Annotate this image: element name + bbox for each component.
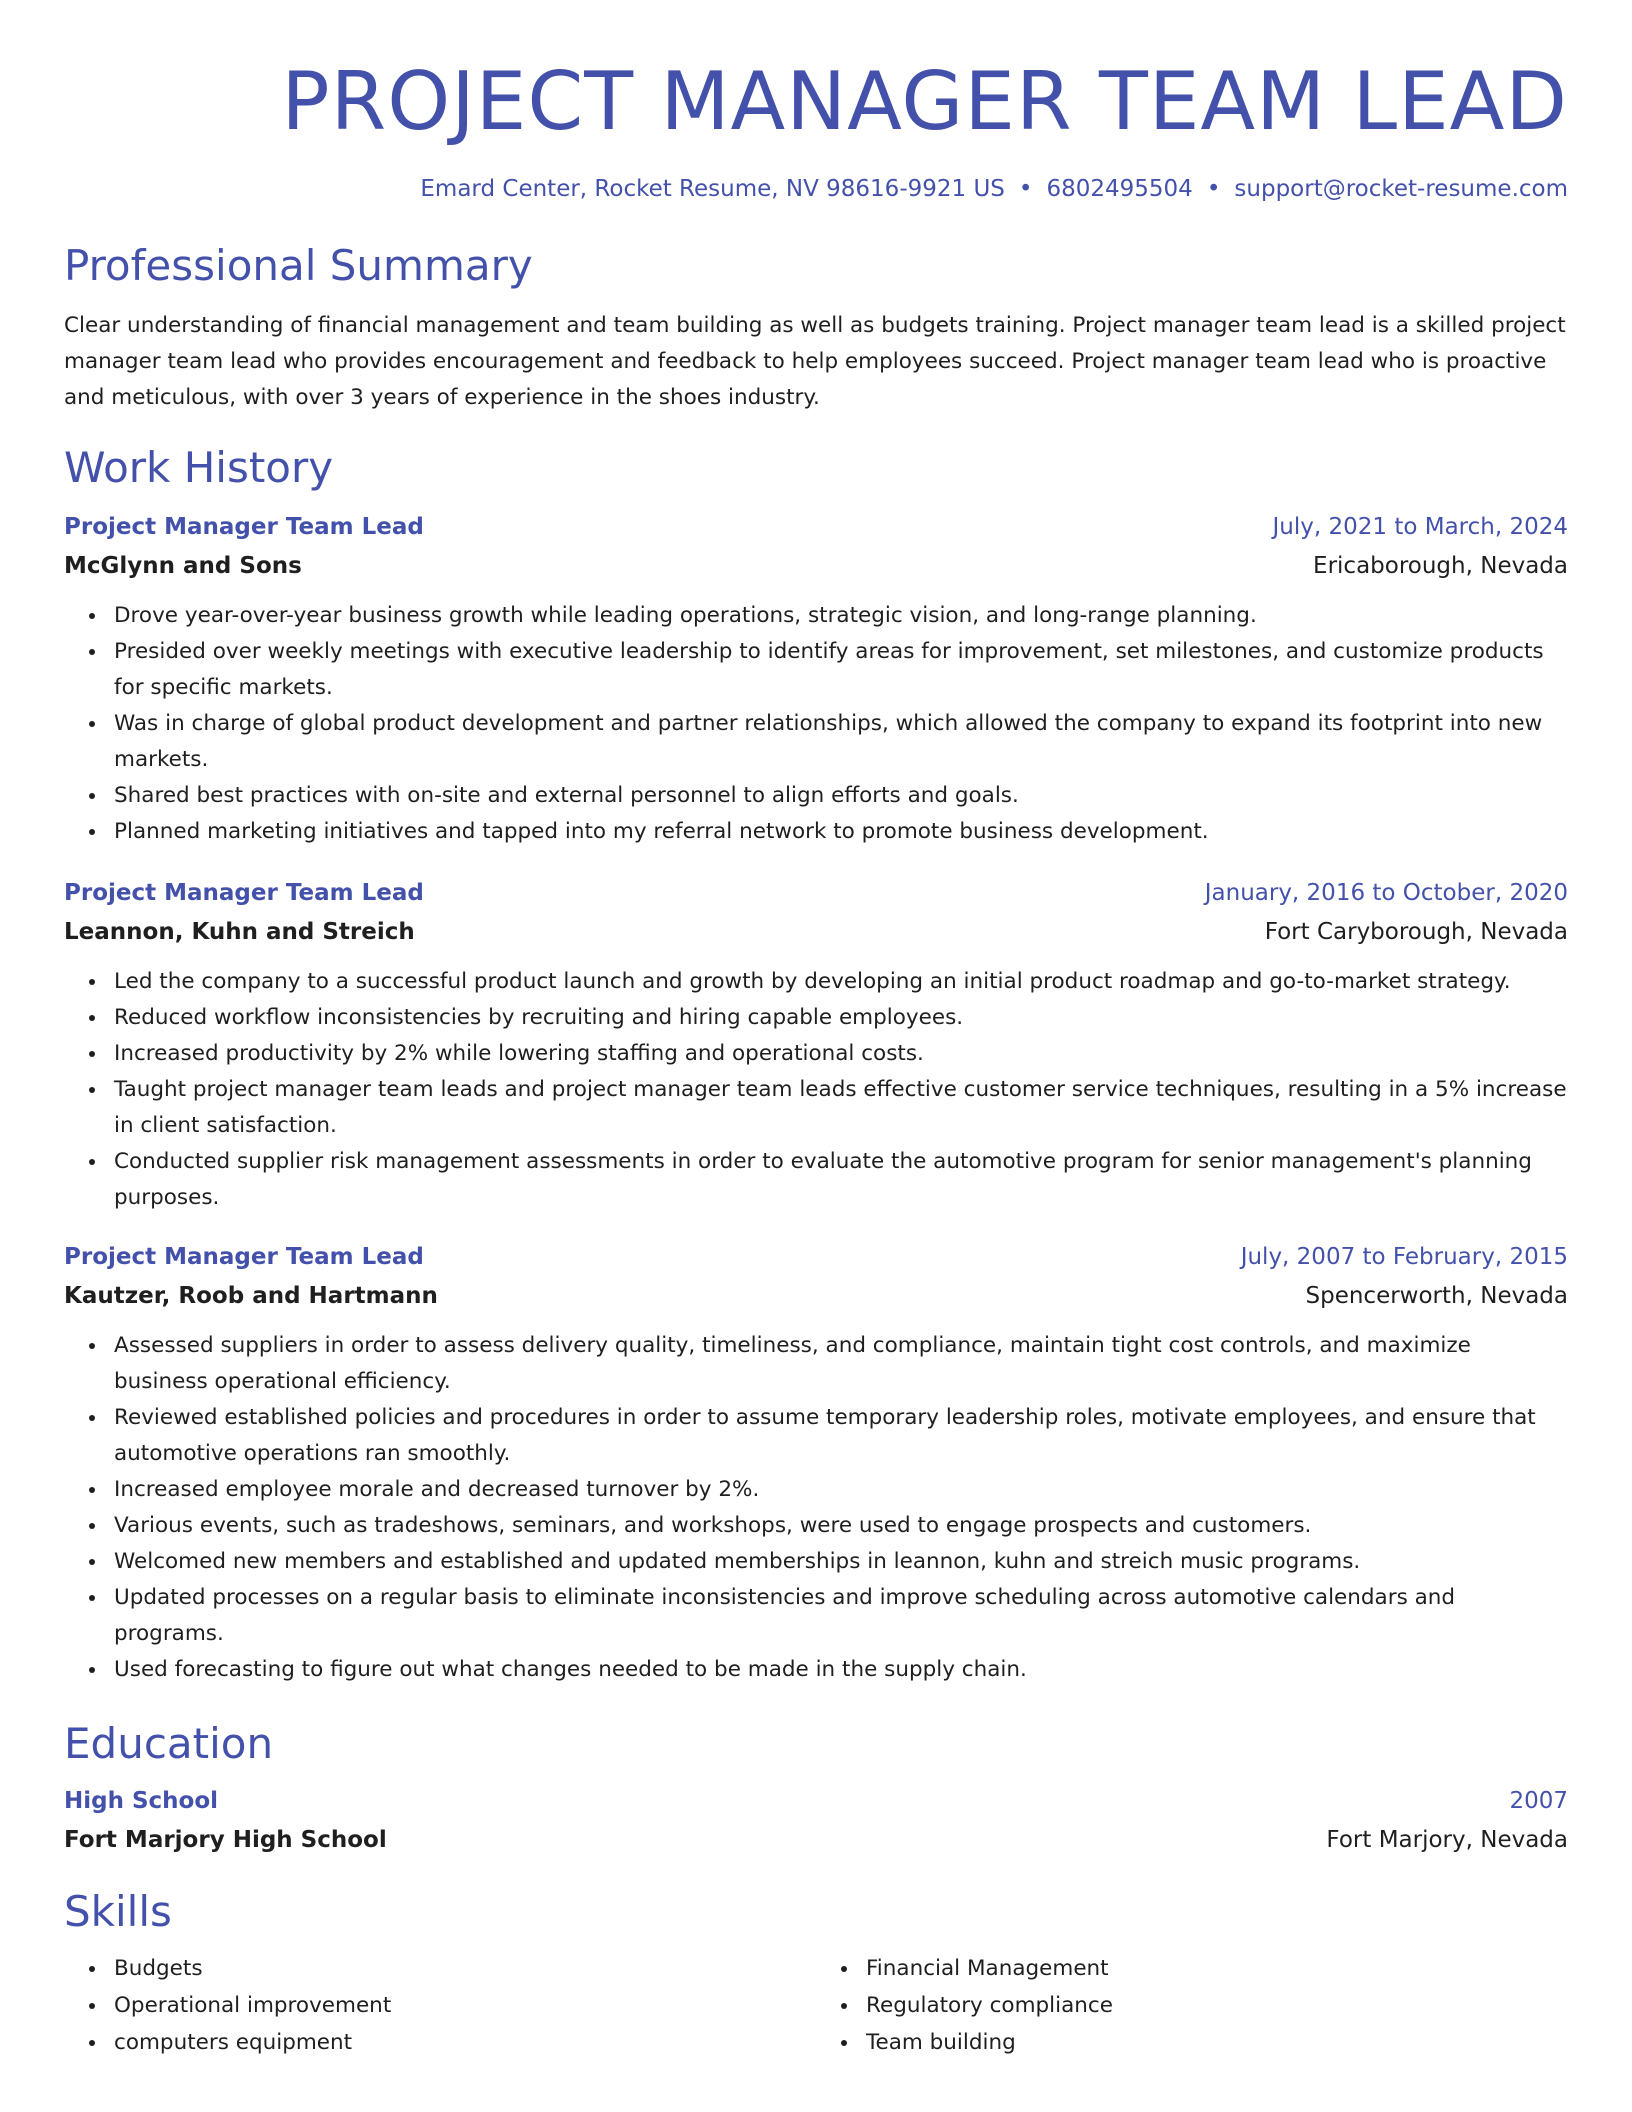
job-dates: July, 2021 to March, 2024 (1272, 514, 1568, 540)
job-company: McGlynn and Sons (64, 553, 302, 579)
job-location: Spencerworth, Nevada (1305, 1283, 1568, 1309)
list-item: • Drove year-over-year business growth while leading operations, strategic vision, and long-range planning. (108, 598, 1568, 634)
job-entry (64, 1238, 1568, 1688)
list-item: • Increased productivity by 2% while lowering staffing and operational costs. (108, 1036, 1568, 1072)
contact-address: Emard Center, Rocket Resume, NV 98616-9921 US (420, 176, 1005, 202)
job-title-row (64, 874, 1568, 912)
education-year: 2007 (1509, 1788, 1568, 1814)
list-item: • Team building (860, 2024, 1568, 2061)
job-location: Ericaborough, Nevada (1313, 553, 1568, 579)
job-entry (64, 874, 1568, 1216)
list-item: • Planned marketing initiatives and tapped into my referral network to promote business development. (108, 814, 1568, 850)
job-entry (64, 508, 1568, 850)
list-item: • Increased employee morale and decreased turnover by 2%. (108, 1472, 1568, 1508)
skills-column-right (816, 1950, 1568, 2061)
list-item: • Was in charge of global product development and partner relationships, which allowed the company to expand its footprint into new markets. (108, 706, 1568, 778)
list-item: • Various events, such as tradeshows, seminars, and workshops, were used to engage prospects and customers. (108, 1508, 1568, 1544)
education-degree: High School (64, 1788, 219, 1814)
job-title: Project Manager Team Lead (64, 514, 424, 540)
job-company-row (64, 1276, 1568, 1316)
job-bullets (64, 598, 1568, 850)
contact-separator: • (1018, 176, 1033, 202)
list-item: • computers equipment (108, 2024, 816, 2061)
education-degree-row (64, 1782, 1568, 1820)
contact-phone: 6802495504 (1046, 176, 1193, 202)
education-school: Fort Marjory High School (64, 1827, 387, 1853)
list-item: • Welcomed new members and established and updated memberships in leannon, kuhn and streich music programs. (108, 1544, 1568, 1580)
job-bullets (64, 1328, 1568, 1688)
list-item: • Presided over weekly meetings with executive leadership to identify areas for improvement, set milestones, and customize products for specific markets. (108, 634, 1568, 706)
list-item: • Conducted supplier risk management assessments in order to evaluate the automotive program for senior management's planning purposes. (108, 1144, 1568, 1216)
contact-email[interactable]: support@rocket-resume.com (1234, 176, 1568, 202)
list-item: • Led the company to a successful product launch and growth by developing an initial product roadmap and go-to-market strategy. (108, 964, 1568, 1000)
summary-heading: Professional Summary (64, 241, 533, 290)
list-item: • Regulatory compliance (860, 1987, 1568, 2024)
education-school-row (64, 1820, 1568, 1860)
education-entry (64, 1782, 1568, 1860)
job-title-row (64, 1238, 1568, 1276)
education-location: Fort Marjory, Nevada (1326, 1827, 1568, 1853)
list-item: • Financial Management (860, 1950, 1568, 1987)
job-title: Project Manager Team Lead (64, 1244, 424, 1270)
resume-name: PROJECT MANAGER TEAM LEAD (281, 55, 1568, 148)
job-company: Leannon, Kuhn and Streich (64, 919, 415, 945)
job-title: Project Manager Team Lead (64, 880, 424, 906)
skills-heading: Skills (64, 1887, 172, 1936)
list-item: • Reviewed established policies and procedures in order to assume temporary leadership roles, motivate employees, and ensure that automotive operations ran smoothly. (108, 1400, 1568, 1472)
job-dates: January, 2016 to October, 2020 (1204, 880, 1568, 906)
list-item: • Assessed suppliers in order to assess delivery quality, timeliness, and compliance, maintain tight cost controls, and maximize business operational efficiency. (108, 1328, 1568, 1400)
job-dates: July, 2007 to February, 2015 (1240, 1244, 1568, 1270)
list-item: • Used forecasting to figure out what changes needed to be made in the supply chain. (108, 1652, 1568, 1688)
list-item: • Operational improvement (108, 1987, 816, 2024)
job-company-row (64, 546, 1568, 586)
list-item: • Budgets (108, 1950, 816, 1987)
contact-line (64, 174, 1568, 204)
job-company: Kautzer, Roob and Hartmann (64, 1283, 438, 1309)
job-company-row (64, 912, 1568, 952)
job-bullets (64, 964, 1568, 1216)
job-title-row (64, 508, 1568, 546)
list-item: • Shared best practices with on-site and external personnel to align efforts and goals. (108, 778, 1568, 814)
contact-separator: • (1206, 176, 1221, 202)
skills-list (64, 1938, 1568, 2061)
summary-text: Clear understanding of financial management and team building as well as budgets training. Project manager team lead is a skilled project manager team lead who provides encouragement and feedback to help employees succeed. Project manager team lead who is proactive and meticulous, with over 3 years of experience in the shoes industry. (64, 313, 1566, 410)
list-item: • Updated processes on a regular basis to eliminate inconsistencies and improve scheduling across automotive calendars and programs. (108, 1580, 1568, 1652)
list-item: • Taught project manager team leads and project manager team leads effective customer service techniques, resulting in a 5% increase in client satisfaction. (108, 1072, 1568, 1144)
education-heading: Education (64, 1719, 274, 1768)
skills-column-left (64, 1950, 816, 2061)
job-location: Fort Caryborough, Nevada (1264, 919, 1568, 945)
list-item: • Reduced workflow inconsistencies by recruiting and hiring capable employees. (108, 1000, 1568, 1036)
work-history-heading: Work History (64, 443, 334, 492)
